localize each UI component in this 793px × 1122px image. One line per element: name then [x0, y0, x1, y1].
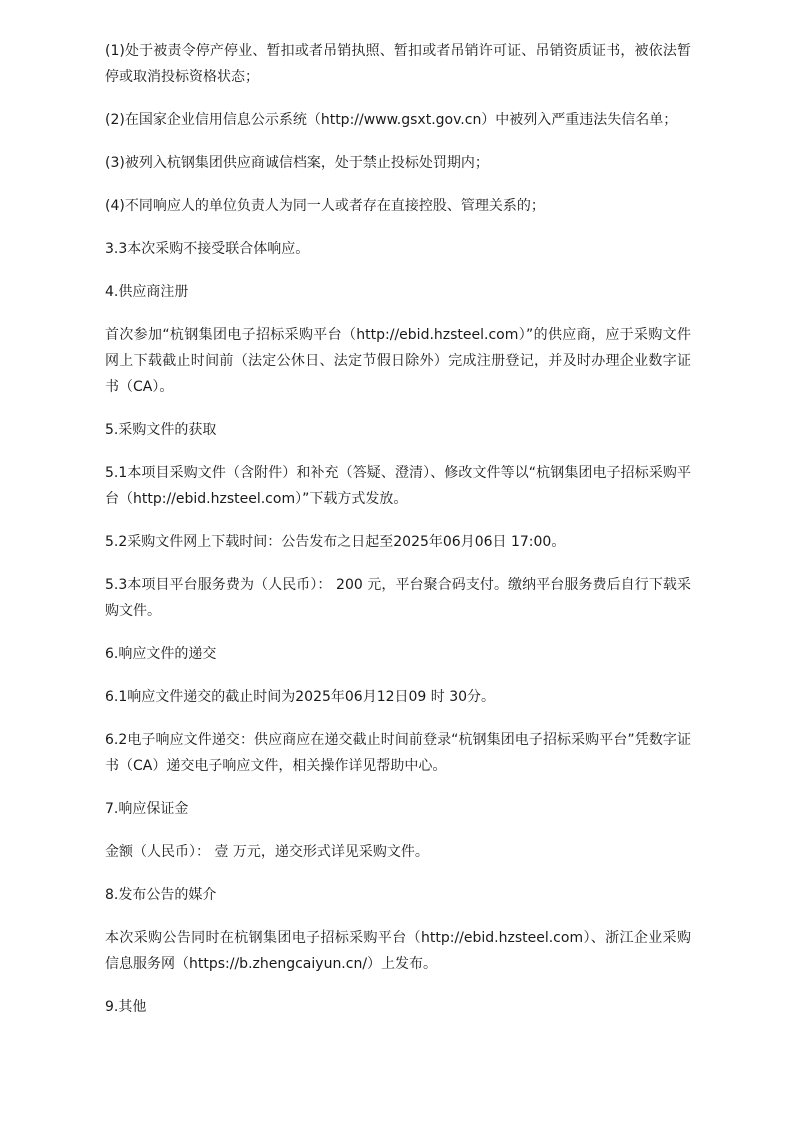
section-5-2-text: 5.2采购文件网上下载时间：公告发布之日起至2025年06月06日 17:00。: [105, 534, 566, 550]
section-6-heading: 6.响应文件的递交: [105, 646, 217, 662]
section-6-1-text: 6.1响应文件递交的截止时间为2025年06月12日09 时 30分。: [105, 689, 496, 705]
clause-4-same-principal: (4)不同响应人的单位负责人为同一人或者存在直接控股、管理关系的；: [105, 198, 545, 214]
document-body: [105, 38, 691, 1037]
clause-3-integrity-file: (3)被列入杭钢集团供应商诚信档案，处于禁止投标处罚期内；: [105, 155, 489, 171]
section-7-heading: 7.响应保证金: [105, 801, 189, 817]
section-6-2-text: 6.2电子响应文件递交：供应商应在递交截止时间前登录“杭钢集团电子招标采购平台”凭数字证书（CA）递交电子响应文件，相关操作详见帮助中心。: [105, 732, 691, 774]
section-8-media-text: 本次采购公告同时在杭钢集团电子招标采购平台（http://ebid.hzsteel.com）、浙江企业采购信息服务网（https://b.zhengcaiyun.cn/）上发布。: [105, 930, 691, 972]
section-5-1-text: 5.1本项目采购文件（含附件）和补充（答疑、澄清）、修改文件等以“杭钢集团电子招标采购平台（http://ebid.hzsteel.com）”下载方式发放。: [105, 465, 691, 507]
section-9-heading: 9.其他: [105, 999, 147, 1015]
section-4-heading: 4.供应商注册: [105, 284, 189, 300]
section-5-3-text: 5.3本项目平台服务费为（人民币）： 200 元，平台聚合码支付。缴纳平台服务费后自行下载采购文件。: [105, 577, 691, 619]
section-5-heading: 5.采购文件的获取: [105, 422, 217, 438]
section-4-registration-text: 首次参加“杭钢集团电子招标采购平台（http://ebid.hzsteel.com）”的供应商，应于采购文件网上下载截止时间前（法定公休日、法定节假日除外）完成注册登记，并及时办理企业数字证书（CA）。: [105, 327, 691, 395]
section-8-heading: 8.发布公告的媒介: [105, 887, 217, 903]
clause-3-3-consortium: 3.3本次采购不接受联合体响应。: [105, 241, 310, 257]
clause-2-dishonest-list: (2)在国家企业信用信息公示系统（http://www.gsxt.gov.cn）中被列入严重违法失信名单；: [105, 112, 678, 128]
clause-1-suspended: (1)处于被责令停产停业、暂扣或者吊销执照、暂扣或者吊销许可证、吊销资质证书，被依法暂停或取消投标资格状态；: [105, 43, 691, 85]
section-7-amount-text: 金额（人民币）： 壹 万元，递交形式详见采购文件。: [105, 844, 429, 860]
